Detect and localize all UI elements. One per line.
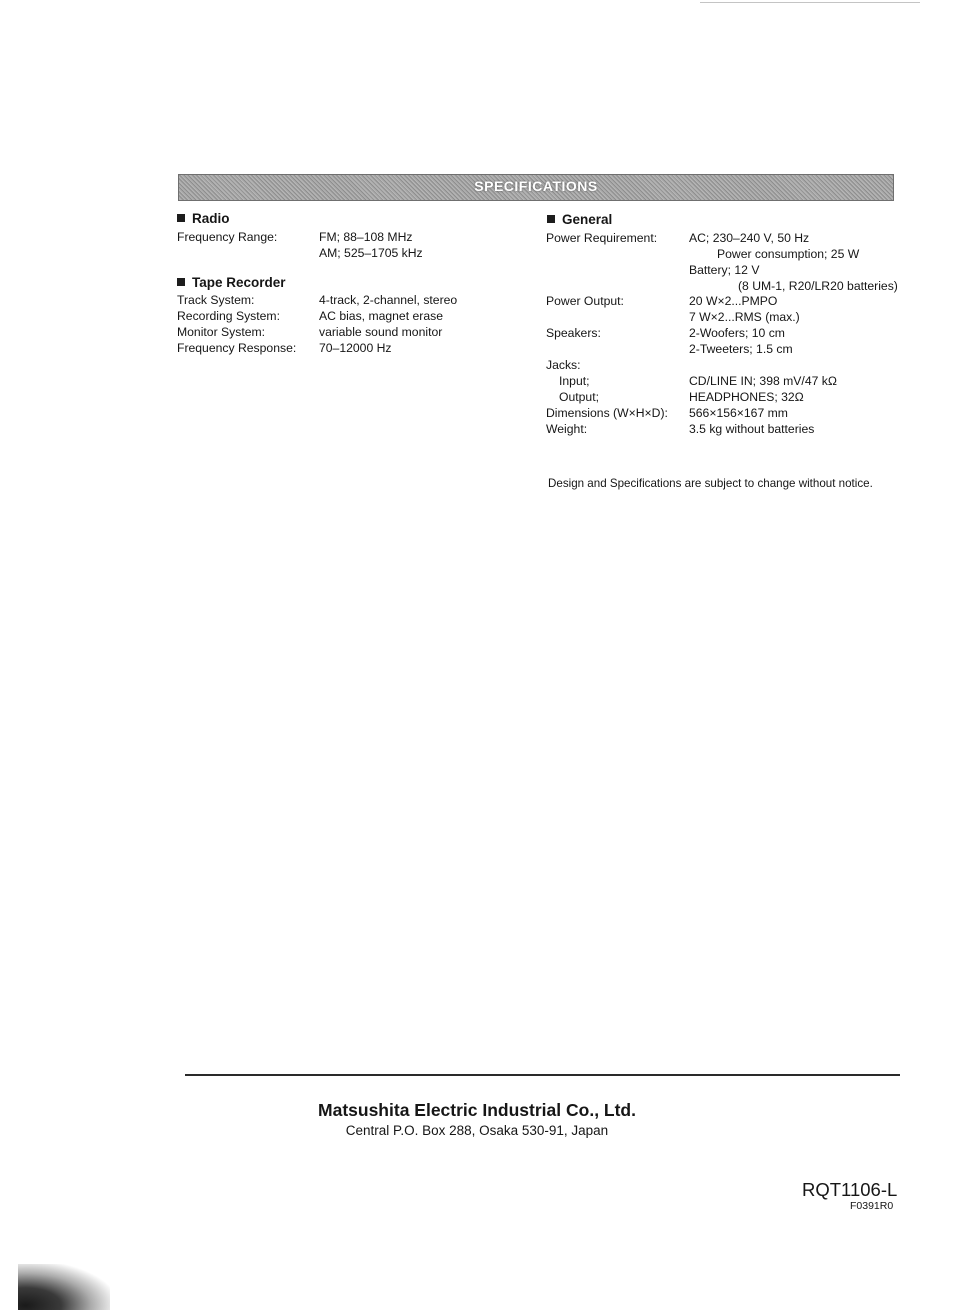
- power-consumption-value: Power consumption; 25 W: [717, 247, 860, 261]
- general-heading: [547, 212, 612, 227]
- speakers-label: Speakers:: [546, 326, 601, 340]
- company-name: Matsushita Electric Industrial Co., Ltd.: [318, 1100, 636, 1120]
- tape-heading-label: Tape Recorder: [192, 275, 286, 290]
- radio-frequency-label: Frequency Range:: [177, 230, 278, 244]
- company-address: Central P.O. Box 288, Osaka 530-91, Japan: [345, 1123, 609, 1138]
- specifications-banner: [178, 174, 894, 201]
- jacks-input-label: Input;: [559, 374, 590, 388]
- footer-divider: [185, 1074, 900, 1076]
- radio-am-value: AM; 525–1705 kHz: [319, 246, 423, 260]
- tape-row-label: Frequency Response:: [177, 341, 297, 355]
- tape-row-label: Monitor System:: [177, 325, 266, 339]
- jacks-label: Jacks:: [546, 358, 581, 372]
- change-notice: Design and Specifications are subject to change without notice.: [548, 477, 873, 490]
- tape-row-value: 70–12000 Hz: [319, 341, 392, 355]
- power-battery-value: Battery; 12 V: [689, 263, 760, 277]
- speakers-tweeters: 2-Tweeters; 1.5 cm: [689, 342, 793, 356]
- banner-title: SPECIFICATIONS: [474, 178, 598, 194]
- radio-heading-label: Radio: [192, 211, 230, 226]
- jacks-output-value: HEADPHONES; 32Ω: [689, 390, 804, 404]
- dimensions-label: Dimensions (W×H×D):: [546, 406, 668, 420]
- tape-recorder-heading: [177, 275, 286, 290]
- power-battery-detail: (8 UM-1, R20/LR20 batteries): [738, 279, 898, 293]
- general-heading-label: General: [562, 212, 613, 227]
- square-bullet-icon: [177, 214, 185, 222]
- square-bullet-icon: [177, 278, 185, 286]
- tape-row-value: variable sound monitor: [319, 325, 443, 339]
- tape-row-label: Recording System:: [177, 309, 280, 323]
- radio-fm-value: FM; 88–108 MHz: [319, 230, 413, 244]
- power-output-rms: 7 W×2...RMS (max.): [689, 310, 800, 324]
- power-ac-value: AC; 230–240 V, 50 Hz: [689, 231, 810, 245]
- radio-heading: [177, 211, 230, 226]
- document-number: RQT1106-L: [802, 1179, 898, 1200]
- scan-smudge: [18, 1264, 110, 1310]
- print-code: F0391R0: [850, 1200, 894, 1212]
- square-bullet-icon: [547, 215, 555, 223]
- tape-row-value: 4-track, 2-channel, stereo: [319, 293, 458, 307]
- power-output-pmpo: 20 W×2...PMPO: [689, 294, 778, 308]
- scan-edge-line: [700, 2, 920, 3]
- jacks-output-label: Output;: [559, 390, 599, 404]
- speakers-woofers: 2-Woofers; 10 cm: [689, 326, 785, 340]
- jacks-input-value: CD/LINE IN; 398 mV/47 kΩ: [689, 374, 837, 388]
- tape-row-value: AC bias, magnet erase: [319, 309, 443, 323]
- weight-label: Weight:: [546, 422, 588, 436]
- tape-row-label: Track System:: [177, 293, 255, 307]
- weight-value: 3.5 kg without batteries: [689, 422, 815, 436]
- power-requirement-label: Power Requirement:: [546, 231, 658, 245]
- power-output-label: Power Output:: [546, 294, 624, 308]
- dimensions-value: 566×156×167 mm: [689, 406, 788, 420]
